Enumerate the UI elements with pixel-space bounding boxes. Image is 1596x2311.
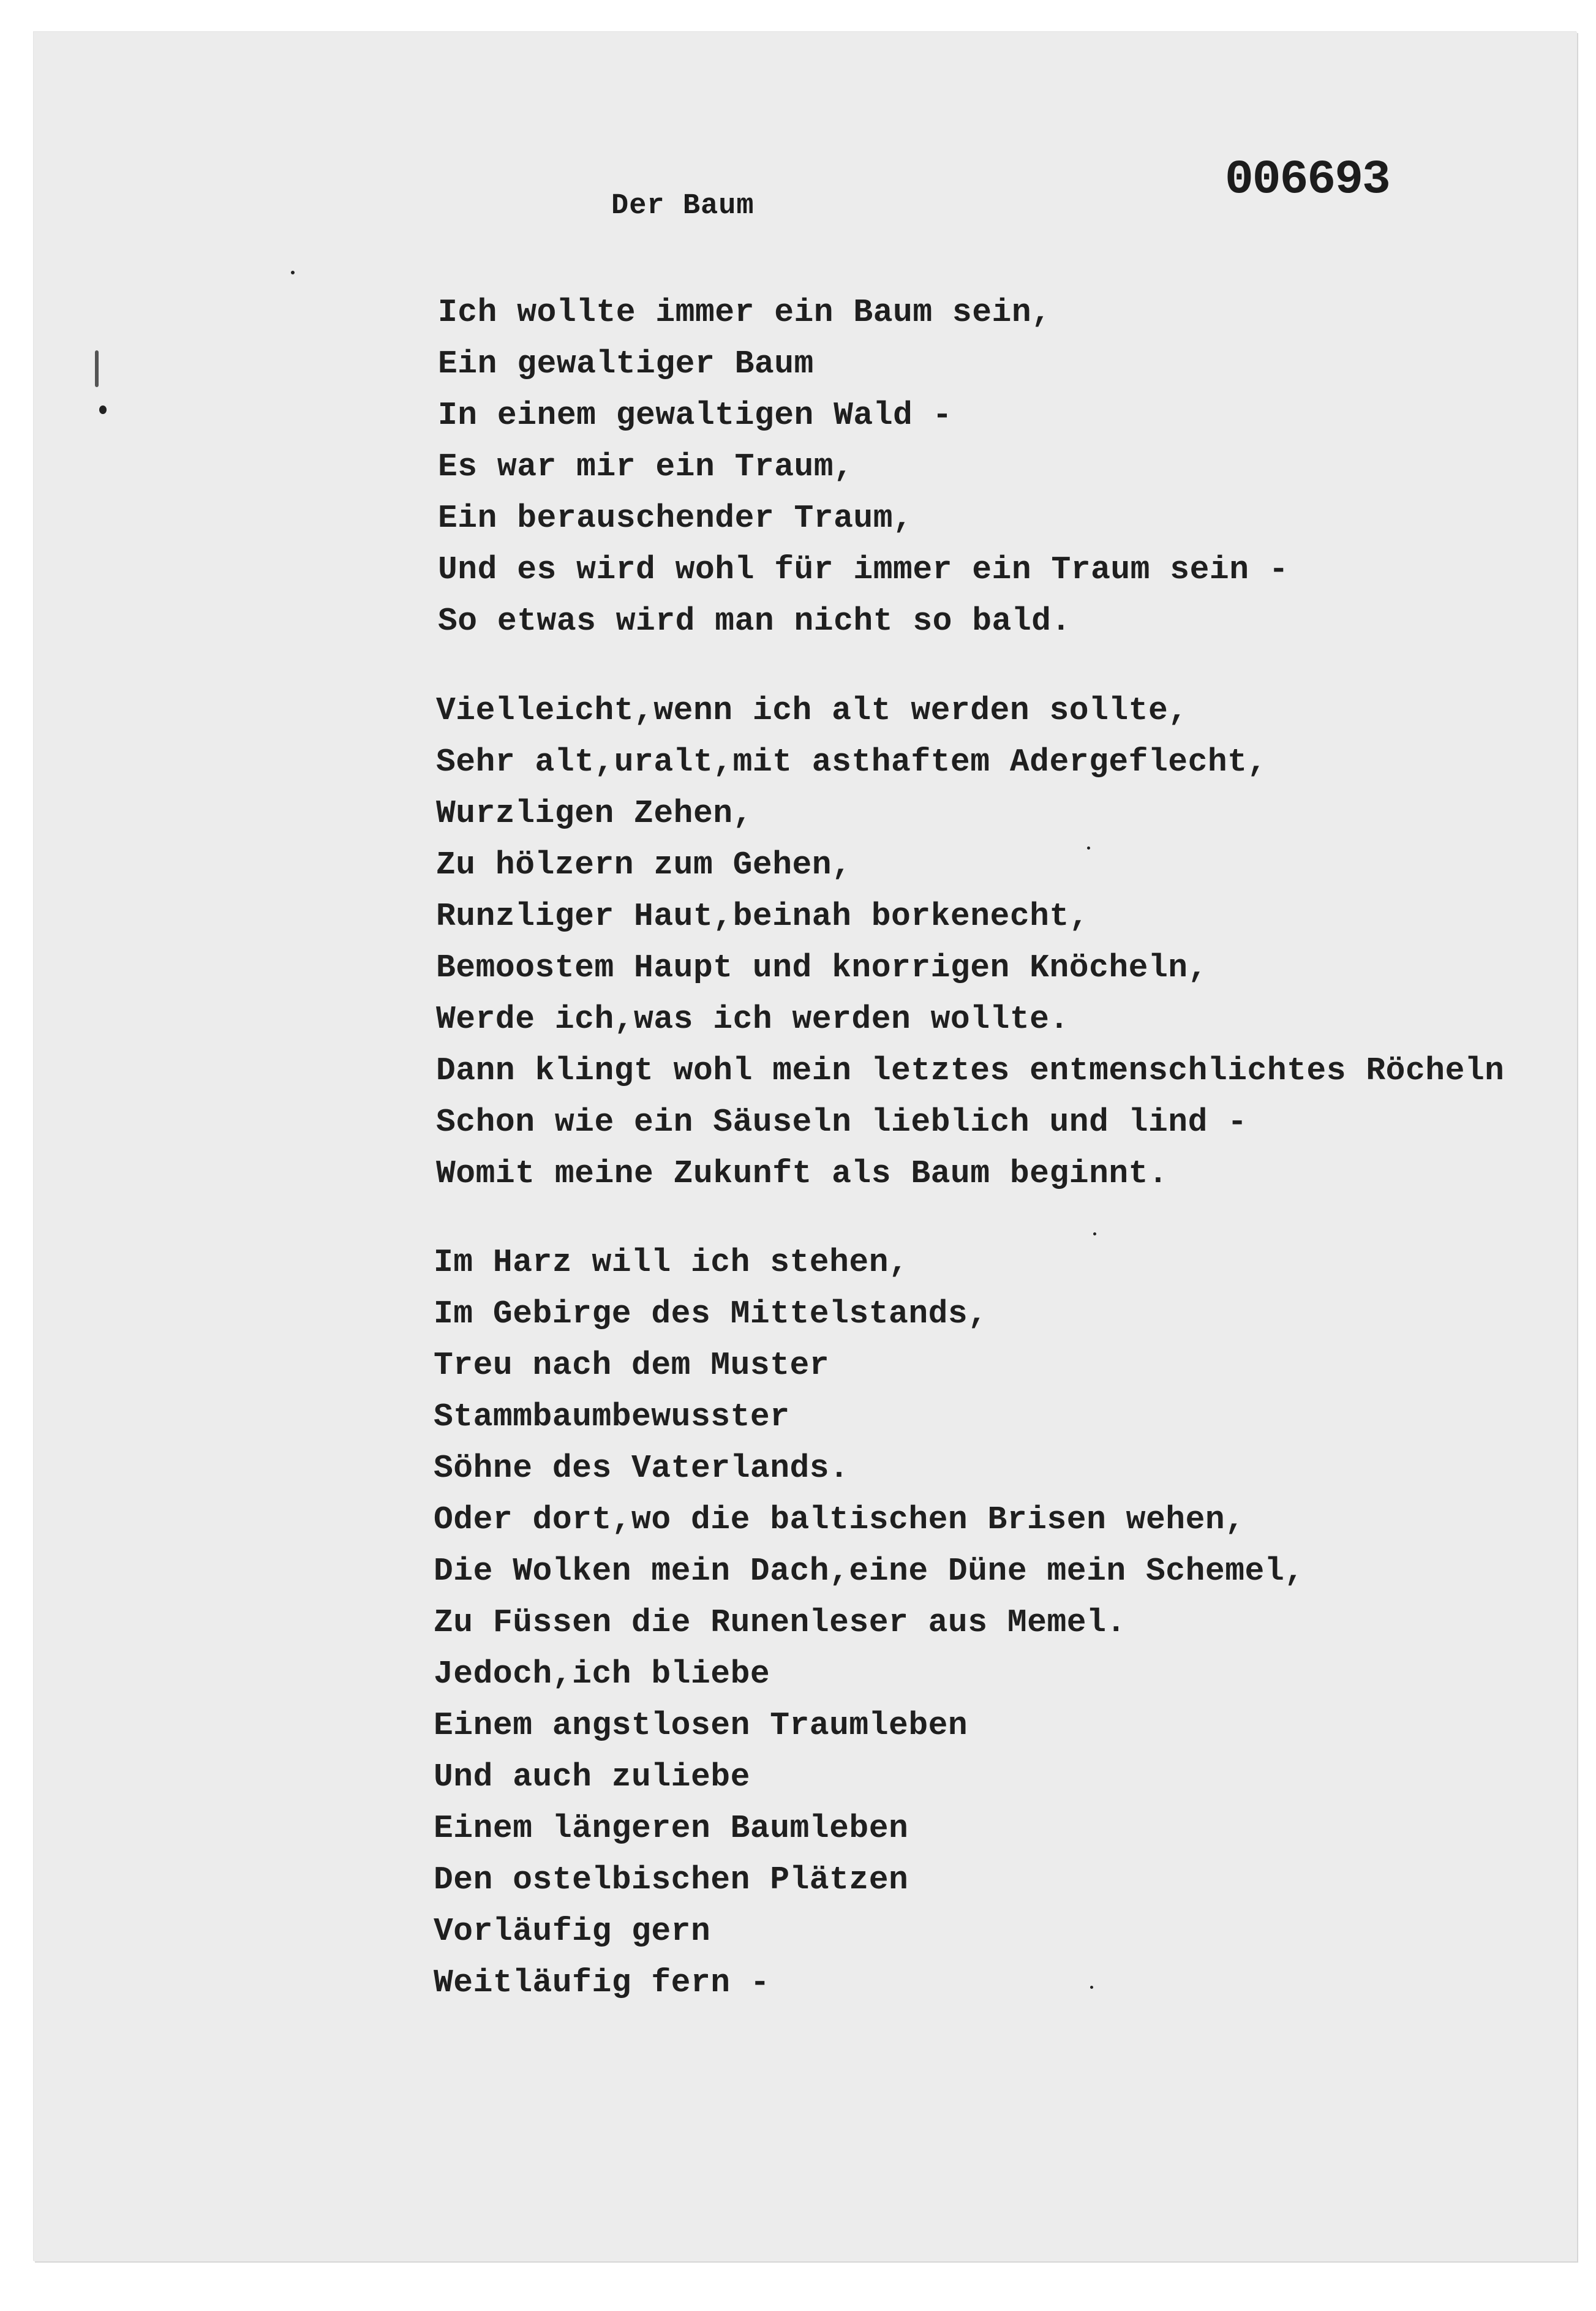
poem-line: Es war mir ein Traum, [438, 448, 854, 485]
poem-line: Wurzligen Zehen, [436, 795, 753, 832]
poem-line: Runzliger Haut,beinah borkenecht, [436, 898, 1090, 935]
poem-line: Oder dort,wo die baltischen Brisen wehen, [434, 1501, 1245, 1538]
stanza-3 [434, 1237, 1304, 2008]
poem-line: Schon wie ein Säuseln lieblich und lind - [436, 1104, 1248, 1140]
poem-line: Bemoostem Haupt und knorrigen Knöcheln, [436, 949, 1208, 986]
poem-line: Vielleicht,wenn ich alt werden sollte, [436, 692, 1188, 729]
poem-line: Den ostelbischen Plätzen [434, 1861, 909, 1898]
poem-line: Im Gebirge des Mittelstands, [434, 1295, 988, 1332]
poem-line: Söhne des Vaterlands. [434, 1450, 849, 1487]
poem-title: Der Baum [611, 190, 755, 222]
poem-line: Weitläufig fern - [434, 1964, 770, 2001]
ink-speck [291, 271, 295, 274]
stanza-2 [436, 685, 1504, 1199]
poem-line: Und es wird wohl für immer ein Traum sein - [438, 551, 1289, 588]
stanza-1 [438, 287, 1289, 647]
poem-line: Zu Füssen die Runenleser aus Memel. [434, 1604, 1126, 1641]
poem-line: So etwas wird man nicht so bald. [438, 603, 1071, 639]
poem-line: Die Wolken mein Dach,eine Düne mein Schemel, [434, 1553, 1304, 1589]
poem-line: In einem gewaltigen Wald - [438, 397, 952, 434]
poem-line: Einem angstlosen Traumleben [434, 1707, 968, 1744]
poem-line: Ein gewaltiger Baum [438, 345, 814, 382]
page-number: 006693 [1225, 153, 1390, 207]
poem-line: Stammbaumbewusster [434, 1398, 790, 1435]
poem-line: Ein berauschender Traum, [438, 500, 913, 537]
ink-speck [1093, 1232, 1096, 1235]
ink-speck [99, 405, 107, 414]
poem-line: Womit meine Zukunft als Baum beginnt. [436, 1155, 1169, 1192]
poem-line: Einem längeren Baumleben [434, 1810, 909, 1847]
poem-line: Vorläufig gern [434, 1913, 711, 1950]
poem-line: Treu nach dem Muster [434, 1347, 830, 1384]
poem-line: Zu hölzern zum Gehen, [436, 846, 852, 883]
poem-line: Sehr alt,uralt,mit asthaftem Adergeflecht, [436, 744, 1267, 780]
poem-line: Jedoch,ich bliebe [434, 1656, 770, 1692]
poem-line: Ich wollte immer ein Baum sein, [438, 294, 1052, 331]
poem-line: Werde ich,was ich werden wollte. [436, 1001, 1069, 1038]
ink-speck [95, 350, 99, 387]
poem-line: Dann klingt wohl mein letztes entmenschlichtes Röcheln [436, 1052, 1505, 1089]
poem-line: Und auch zuliebe [434, 1759, 750, 1795]
poem-line: Im Harz will ich stehen, [434, 1244, 909, 1281]
